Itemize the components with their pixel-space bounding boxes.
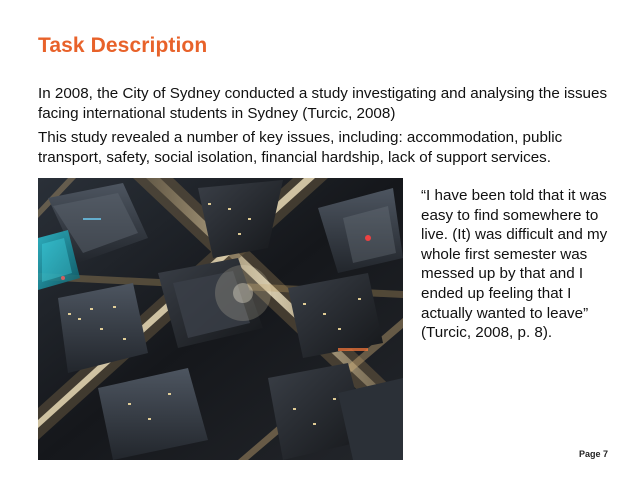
city-aerial-photo xyxy=(38,178,403,460)
page-number: Page 7 xyxy=(578,449,608,459)
student-quote: “I have been told that it was easy to find somewhere to live. (It) was difficult and my whole first semester was messed up by that and I ended up feeling that I actually wanted to leave” (Turcic, 2008, p. 8). xyxy=(421,187,608,342)
issues-paragraph: This study revealed a number of key issues, including: accommodation, public transport, safety, social isolation, financial hardship, lack of support services. xyxy=(38,129,563,166)
slide-title: Task Description xyxy=(38,34,208,57)
intro-paragraph: In 2008, the City of Sydney conducted a study investigating and analysing the issues facing international students in Sydney (Turcic, 2008) xyxy=(38,85,608,122)
